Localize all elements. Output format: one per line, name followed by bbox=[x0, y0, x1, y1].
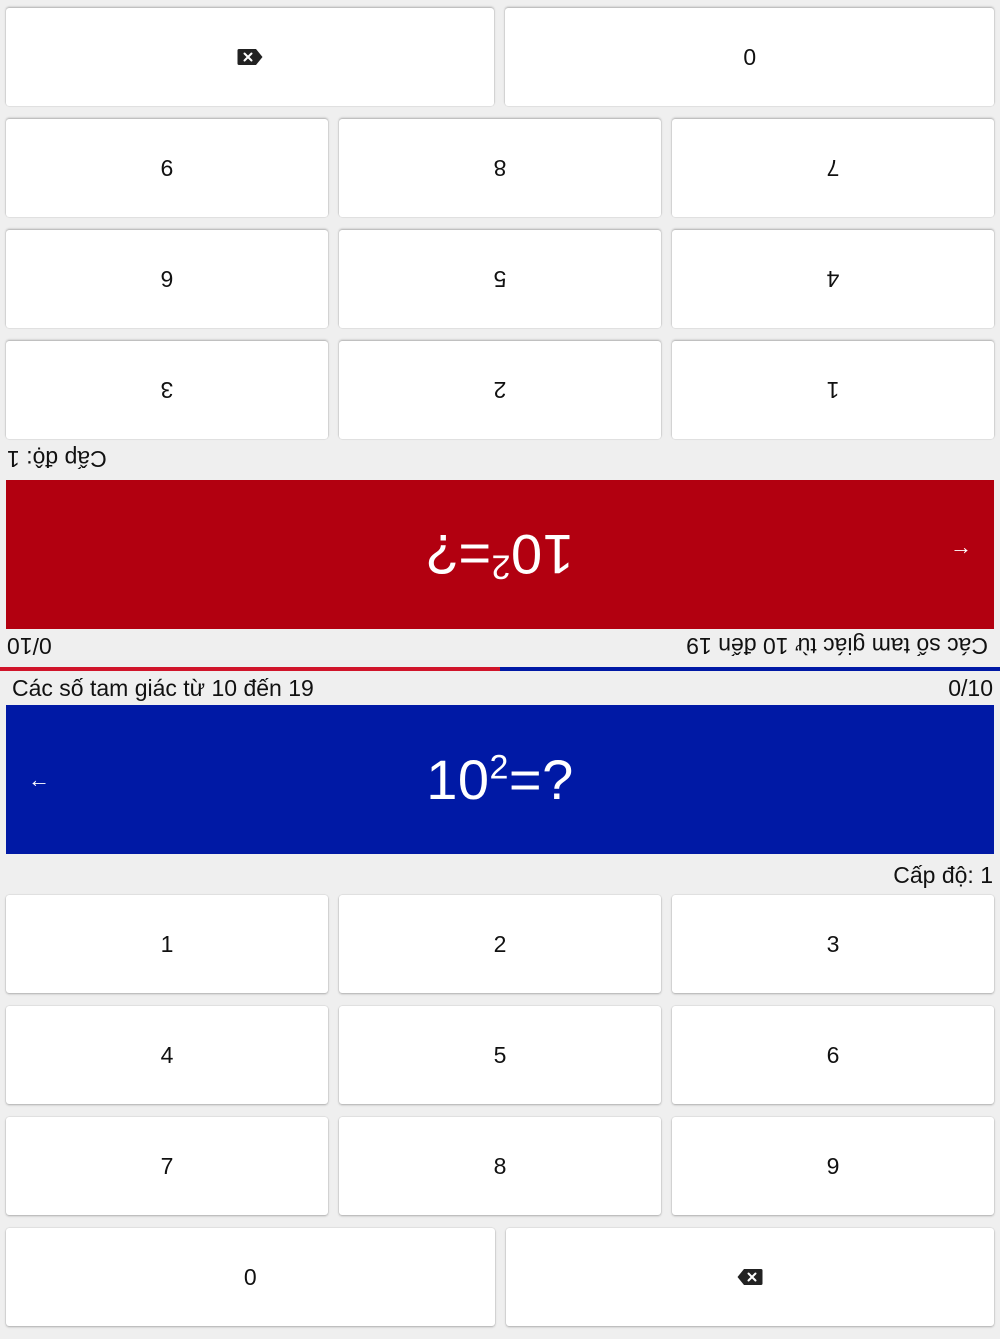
player2-key-8[interactable]: 8 bbox=[339, 119, 661, 217]
player1-key-0[interactable]: 0 bbox=[6, 1228, 495, 1326]
player1-key-3[interactable]: 3 bbox=[672, 895, 994, 993]
player1-key-7[interactable]: 7 bbox=[6, 1117, 328, 1215]
player1-score: 0/10 bbox=[948, 674, 993, 701]
player1-keypad bbox=[6, 895, 994, 1339]
player2-key-4[interactable]: 4 bbox=[672, 230, 994, 328]
player1-key-1[interactable]: 1 bbox=[6, 895, 328, 993]
player1-key-8[interactable]: 8 bbox=[339, 1117, 661, 1215]
player2-score: 0/10 bbox=[7, 633, 52, 660]
player1-info-row bbox=[12, 671, 993, 705]
player1-topic: Các số tam giác từ 10 đến 19 bbox=[12, 674, 314, 701]
player1-question-panel bbox=[6, 705, 994, 854]
player1-area bbox=[0, 667, 1000, 1334]
player1-key-2[interactable]: 2 bbox=[339, 895, 661, 993]
player1-question: $10^2=$? bbox=[426, 748, 574, 811]
player2-question-panel bbox=[6, 480, 994, 629]
player1-level: Cấp độ: 1 bbox=[893, 862, 993, 888]
player2-level: Cấp độ: 1 bbox=[7, 446, 107, 472]
player1-key-6[interactable]: 6 bbox=[672, 1006, 994, 1104]
player2-key-5[interactable]: 5 bbox=[339, 230, 661, 328]
player2-question: $10^2=$? bbox=[426, 523, 574, 586]
player1-backspace-button[interactable] bbox=[506, 1228, 995, 1326]
player2-info-row bbox=[7, 629, 988, 663]
player2-area bbox=[0, 0, 1000, 667]
backspace-icon bbox=[237, 48, 263, 66]
player2-key-9[interactable]: 9 bbox=[6, 119, 328, 217]
player1-key-4[interactable]: 4 bbox=[6, 1006, 328, 1104]
player1-key-5[interactable]: 5 bbox=[339, 1006, 661, 1104]
arrow-left-icon[interactable]: ← bbox=[28, 766, 50, 792]
player2-key-2[interactable]: 2 bbox=[339, 341, 661, 439]
player2-backspace-button[interactable] bbox=[6, 8, 495, 106]
player2-key-1[interactable]: 1 bbox=[672, 341, 994, 439]
player2-key-6[interactable]: 6 bbox=[6, 230, 328, 328]
player2-key-3[interactable]: 3 bbox=[6, 341, 328, 439]
player2-keypad bbox=[6, 0, 994, 439]
player1-key-9[interactable]: 9 bbox=[672, 1117, 994, 1215]
player2-topic: Các số tam giác từ 10 đến 19 bbox=[686, 633, 988, 660]
arrow-left-icon[interactable]: ← bbox=[950, 542, 972, 568]
backspace-icon bbox=[737, 1268, 763, 1286]
player2-key-0[interactable]: 0 bbox=[506, 8, 995, 106]
player2-key-7[interactable]: 7 bbox=[672, 119, 994, 217]
